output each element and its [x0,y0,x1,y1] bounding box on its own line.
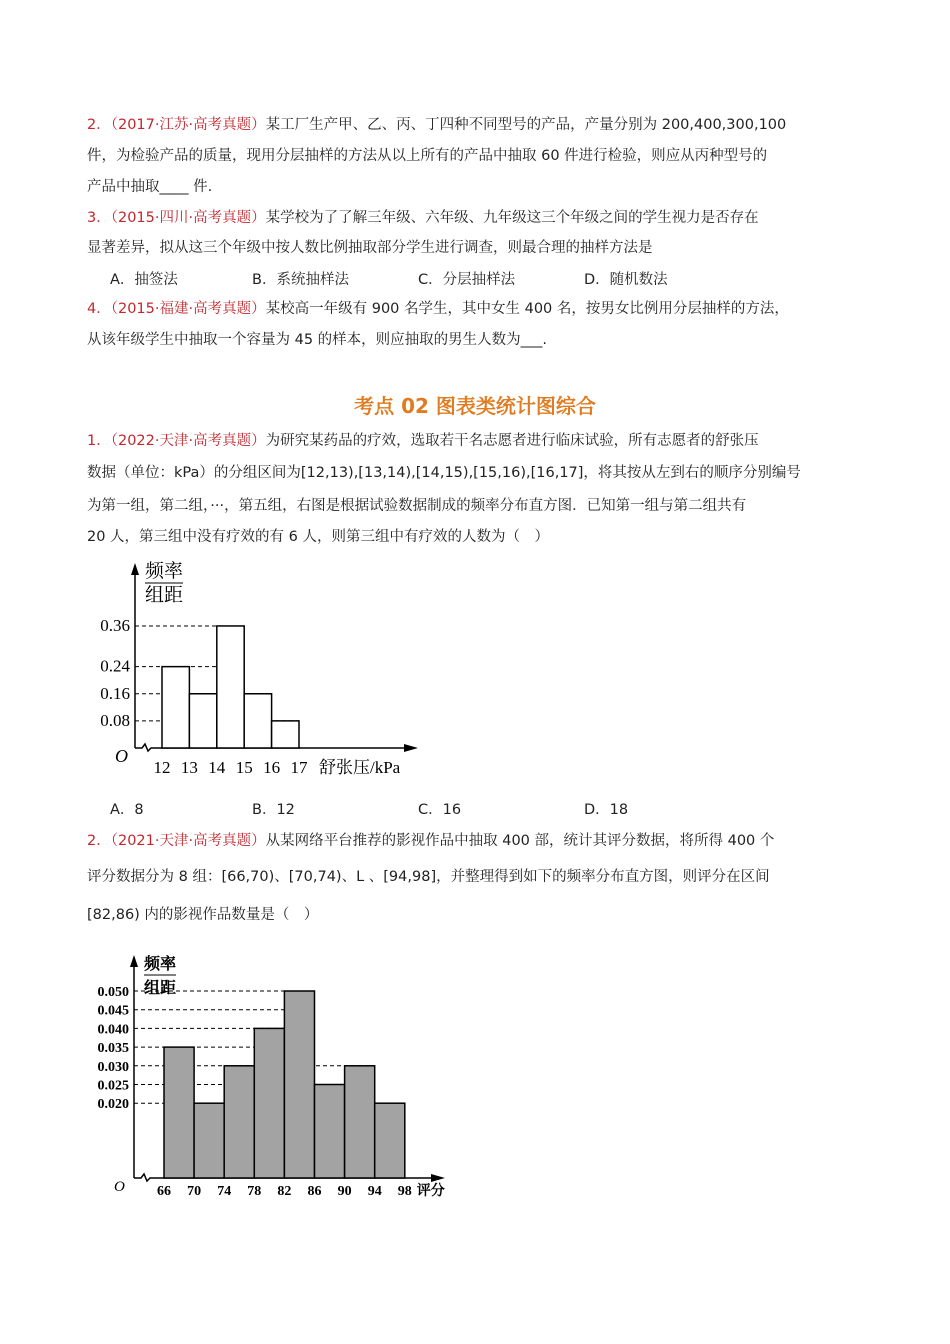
x-tick-label: 12 [153,758,171,777]
x-tick-label: 98 [397,1184,412,1199]
y-tick-label: 0.035 [97,1041,129,1057]
question-source: 2．（2017·江苏·高考真题） [87,117,266,133]
x-tick-label: 66 [157,1184,171,1199]
histogram-bar [345,1066,375,1178]
y-axis-label-numerator: 频率 [144,956,177,973]
x-tick-label: 90 [337,1184,352,1199]
section-q2-line-2: 评分数据分为 8 组：[66,70)、[70,74)、L 、[94,98]，并整理得到如下的频率分布直方图，则评分在区间 [87,869,770,885]
question-text: 为研究某药品的疗效，选取若干名志愿者进行临床试验，所有志愿者的舒张压 [265,433,759,449]
y-tick-label: 0.050 [97,985,129,1000]
question-text: 某校高一年级有 900 名学生，其中女生 400 名，按男女比例用分层抽样的方法， [265,301,789,317]
x-tick-label: 82 [277,1184,292,1199]
y-tick-label: 0.040 [97,1022,129,1038]
option-c[interactable]: C．分层抽样法 [418,272,516,288]
y-tick-label: 0.030 [97,1059,129,1075]
section-q2-line-3: [82,86) 内的影视作品数量是（ ） [87,907,319,923]
x-tick-label: 13 [180,758,198,777]
question-text: 从某网络平台推荐的影视作品中抽取 400 部，统计其评分数据，将所得 400 个 [265,833,775,849]
section-q1-line-2: 数据（单位：kPa）的分组区间为[12,13),[13,14),[14,15),[15,16),[16,17]，将其按从左到右的顺序分别编号 [87,465,801,481]
x-tick-label: 14 [208,758,226,777]
section-q1-line-4: 20 人，第三组中没有疗效的有 6 人，则第三组中有疗效的人数为（ ） [87,529,550,545]
x-tick-label: 86 [307,1184,322,1199]
origin-label: O [115,746,128,766]
y-axis-label-numerator: 频率 [145,561,184,582]
y-tick-label: 0.08 [100,710,130,730]
x-axis-label: 舒张压/kPa [319,758,401,777]
y-axis-label-denominator: 组距 [145,585,184,606]
option-a[interactable]: A．抽签法 [110,272,178,288]
question-2-line-3: 产品中抽取____ 件. [87,179,213,195]
x-axis-label: 评分 [416,1184,445,1199]
x-axis-arrow-icon [431,1174,445,1182]
y-tick-label: 0.16 [100,683,130,703]
option-d[interactable]: D．随机数法 [584,272,668,288]
x-tick-label: 94 [367,1184,382,1199]
option-a[interactable]: A．8 [110,802,144,818]
y-tick-label: 0.24 [100,656,130,676]
question-source: 1．（2022·天津·高考真题） [87,433,266,449]
histogram-bar [224,1066,254,1178]
option-b[interactable]: B．12 [252,802,295,818]
histogram-bar [315,1085,345,1179]
question-source: 4．（2015·福建·高考真题） [87,301,266,317]
y-tick-label: 0.36 [100,615,130,635]
question-source: 3．（2015·四川·高考真题） [87,210,266,226]
question-text: 某工厂生产甲、乙、丙、丁四种不同型号的产品，产量分别为 200,400,300,100 [265,117,787,133]
question-2-line-2: 件，为检验产品的质量，现用分层抽样的方法从以上所有的产品中抽取 60 件进行检验，则应从丙种型号的 [87,148,768,164]
question-text: 某学校为了了解三年级、六年级、九年级这三个年级之间的学生视力是否存在 [265,210,759,226]
x-tick-label: 74 [217,1184,232,1199]
y-tick-label: 0.020 [97,1097,129,1113]
x-tick-label: 15 [235,758,253,777]
x-tick-label: 16 [263,758,281,777]
x-tick-label: 78 [247,1184,262,1199]
question-4-line-2: 从该年级学生中抽取一个容量为 45 的样本，则应抽取的男生人数为___. [87,332,548,348]
x-tick-label: 17 [290,758,308,777]
y-axis-label-denominator: 组距 [144,980,177,997]
y-tick-label: 0.025 [97,1078,129,1094]
x-tick-label: 70 [187,1184,202,1199]
histogram-bar [164,1047,194,1178]
section-q1-line-3: 为第一组，第二组，···，第五组，右图是根据试验数据制成的频率分布直方图．已知第一组与第二组共有 [87,498,747,514]
y-tick-label: 0.045 [97,1003,129,1019]
question-source: 2．（2021·天津·高考真题） [87,833,266,849]
histogram-bar [254,1028,284,1178]
section-title: 考点 02 图表类统计图综合 [354,394,596,418]
option-b[interactable]: B．系统抽样法 [252,272,349,288]
option-d[interactable]: D．18 [584,802,629,818]
question-3-line-2: 显著差异，拟从这三个年级中按人数比例抽取部分学生进行调查，则最合理的抽样方法是 [87,240,653,256]
histogram-bar [284,991,314,1178]
histogram-bar [194,1103,224,1178]
histogram-bar [375,1103,405,1178]
origin-label: O [114,1179,125,1195]
option-c[interactable]: C．16 [418,802,462,818]
y-axis-arrow-icon [130,955,138,967]
